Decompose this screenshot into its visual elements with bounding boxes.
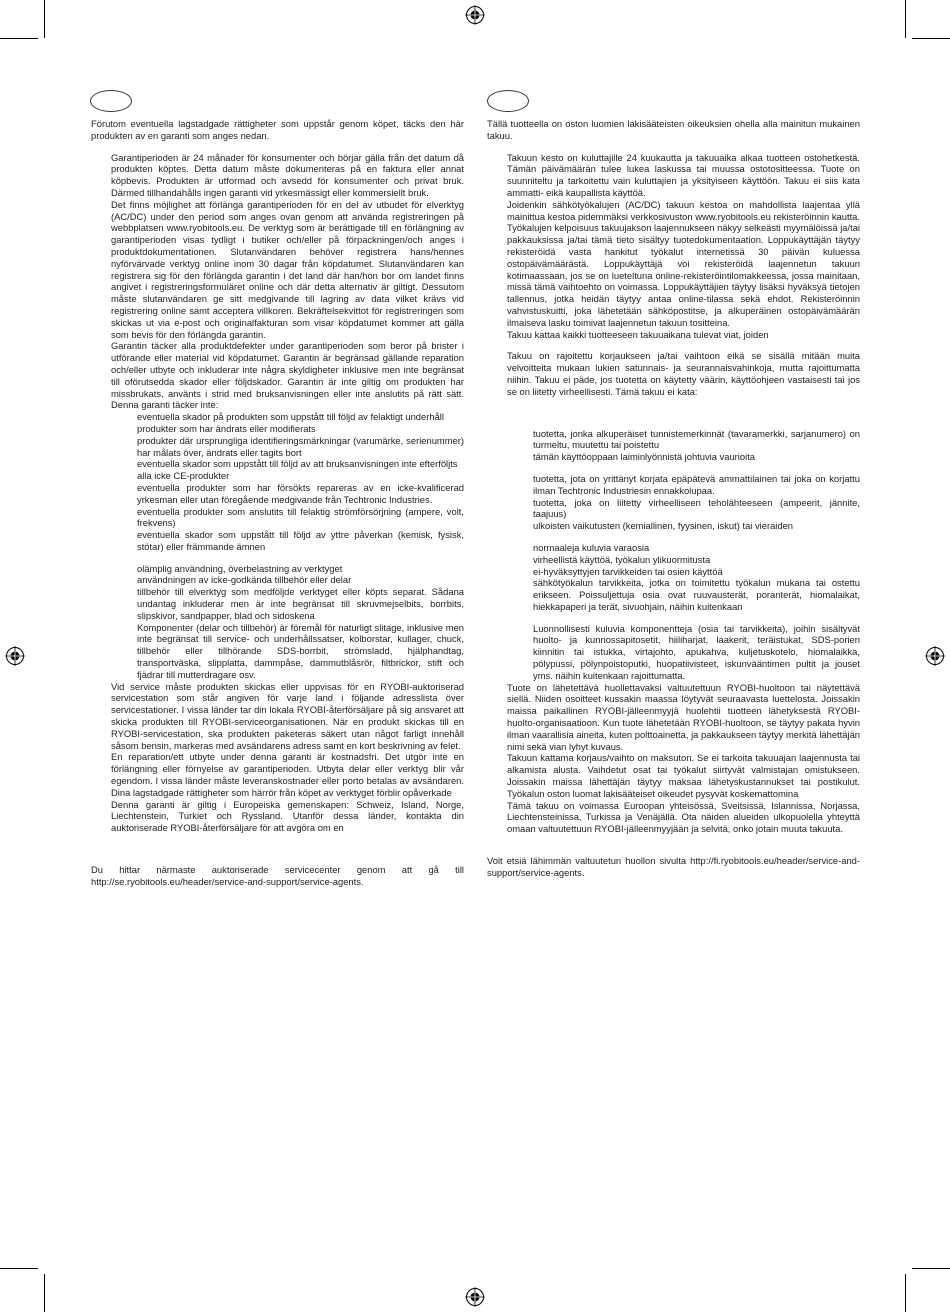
spacer xyxy=(487,463,860,473)
spacer xyxy=(487,408,860,418)
list-item: eventuella produkter som har försökts repareras av en icke-kvalificerad yrkesman eller utan föregående medgivande från Techtronic Industries. xyxy=(137,481,464,505)
spacer xyxy=(487,398,860,408)
crop-mark xyxy=(0,38,38,39)
body-paragraph: Joidenkin sähkötyökalujen (AC/DC) takuun kestoa on mahdollista laajentaa yllä mainittua kestoa pidemmäksi verkkosivuston www.ryobitools.eu rekisteröinnin kautta. Työkalujen kelpoisuus takuujakson laajennukseen näkyy selkeästi myymälöissä ja/tai pakkauksissa ja/tai tämä tieto sisältyy tuotedokumentaation. Loppukäyttäjän täytyy rekisteröidä vasta hankitut työkalut internetissä 30 päivän kuluessa ostopäivämäärästä. Loppukäyttäjä voi rekisteröidä laajennetun takuun kotimaassaan, jos se on lueteltuna online-rekisteröintilomakkeessa, jossa mainitaan, missä tämä vaihtoehto on voimassa. Loppukäyttäjien täytyy lisäksi hyväksyä tietojen tallennus, jotka heidän täytyy antaa online-tilassa sekä ehdot. Rekisteröinnin vahvistuskuitti, joka lähetetään sähköpostitse, ja alkuperäinen ostopäivämäärän ilmaiseva lasku toimivat laajennetun takuun tositteina. xyxy=(507,198,860,328)
language-badge-oval xyxy=(90,90,132,112)
body-paragraph: Vid service måste produkten skickas eller uppvisas för en RYOBI-auktoriserad servicestation som står angiven för varje land i följande adresslista över servicestationer. I vissa länder tar din lokala RYOBI-återförsäljare på sig ansvaret att skicka produkten till RYOBI-serviceorganisationen. När en produkt skickas till en RYOBI-servicestation, ska produkten paketeras säkert utan något farligt innehåll såsom bensin, markeras med avsändarens adress samt en kort beskrivning av felet. xyxy=(111,680,464,751)
list-item: eventuella produkter som anslutits till felaktig strömförsörjning (ampere, volt, frekvens) xyxy=(137,505,464,529)
body-paragraph: Tuote on lähetettävä huollettavaksi valtuutettuun RYOBI-huoltoon tai näytettävä siellä. Niiden osoitteet kussakin maassa löytyvät seuraavasta luettelosta. Joissakin maissa paikallinen RYOBI-jälleenmyyjä huolehtii tuotteen lähetyksestä RYOBI-huolto-organisaatioon. Kun tuote lähetetään RYOBI-huoltoon, se täytyy pakata hyvin ilman vaarallisia aineita, kuten polttoainetta, ja pakkaukseen täytyy merkitä lähettäjän nimi sekä vian lyhyt kuvaus. xyxy=(507,681,860,752)
list-item: olämplig användning, överbelastning av verktyget xyxy=(137,562,343,574)
language-badge-oval xyxy=(487,90,529,112)
spacer xyxy=(91,834,464,844)
intro-paragraph: Voit etsiä lähimmän valtuutetun huollon sivulta http://fi.ryobitools.eu/header/service-and-support/service-agents. xyxy=(487,855,860,878)
list-item: sähkötyökalun tarvikkeita, jotka on toimitettu työkalun mukana tai ostettu erikseen. Poissuljettuja osia ovat ruuvausterät, poranterät, hiomalaikat, hiekkapaperi ja terät, sivuohjain, näihin kuitenkaan xyxy=(533,577,860,612)
intro-paragraph: Förutom eventuella lagstadgade rättigheter som uppstår genom köpet, täcks den här produkten av en garanti som anges nedan. xyxy=(91,118,464,141)
crop-mark xyxy=(912,38,950,39)
list-item: ulkoisten vaikutusten (kemiallinen, fyysinen, iskut) tai vieraiden xyxy=(533,520,794,532)
list-item: eventuella skador som uppstått till följd av yttre påverkan (kemisk, fysisk, stötar) eller främmande ämnen xyxy=(137,529,464,552)
body-paragraph: Takuun kattama korjaus/vaihto on maksuton. Se ei tarkoita takuuajan laajennusta tai alkamista alusta. Vaihdetut osat tai työkalut siirtyvät valmistajan omistukseen. Joissakin maissa lähettäjän täytyy maksaa lähetyskustannukset tai postikulut. Työkalun oston luomat lakisääteiset oikeudet pysyvät koskemattomina xyxy=(507,752,860,799)
list-item: eventuella skador som uppstått till följd av att bruksanvisningen inte efterföljts xyxy=(137,458,458,470)
intro-paragraph: Tällä tuotteella on oston luomien lakisääteisten oikeuksien ohella alla mainitun mukainen takuu. xyxy=(487,118,860,141)
warranty-column-finnish xyxy=(487,118,860,879)
list-item: tämän käyttöoppaan laiminlyönnistä johtuvia vaurioita xyxy=(533,451,756,463)
spacer xyxy=(487,835,860,845)
warranty-column-swedish xyxy=(91,118,464,888)
crop-mark xyxy=(0,1268,38,1269)
list-item: användningen av icke-godkända tillbehör eller delar xyxy=(137,574,352,586)
body-paragraph: Takuu on rajoitettu korjaukseen ja/tai vaihtoon eikä se sisällä mitään muita velvoitteita mukaan lukien satunnais- ja seurannaisvahinkoja, mutta rajoittumatta niihin. Takuu ei päde, jos tuotetta on käytetty väärin, käyttöohjeen vastaisesti tai jos se on liitetty virheellisesti. Tämä takuu ei kata: xyxy=(507,350,860,397)
spacer xyxy=(91,854,464,864)
list-item: tillbehör till elverktyg som medföljde verktyget eller köpts separat. Sådana undantag inkluderar men är inte begränsat till skruvmejselbits, borrbits, slipskivor, sandpapper, blad och sidoskena xyxy=(137,586,464,621)
list-item: Komponenter (delar och tillbehör) är föremål för naturligt slitage, inklusive men inte begränsat till service- och underhållssatser, kolborstar, kullager, chuck, tillbehör eller tillhörande SDS-borrbit, strömsladd, hjälphandtag, transportväska, slipplatta, dammpåse, dammutblåsrör, filtbrickor, stift och fjädrar till mutterdragare osv. xyxy=(137,621,464,680)
list-item: produkter som har ändrats eller modifierats xyxy=(137,422,316,434)
list-item: ei-hyväksyttyjen tarvikkeiden tai osien käyttöä xyxy=(533,565,723,577)
spacer xyxy=(487,418,860,428)
registration-mark-icon xyxy=(5,646,25,666)
crop-mark xyxy=(905,1274,906,1312)
body-paragraph: Garantiperioden är 24 månader för konsumenter och börjar gälla från det datum då produkten köptes. Detta datum måste dokumenteras på en faktura eller annat köpbevis. Produkten är utformad och avsedd för konsumenter och privat bruk. Därmed tillhandahålls ingen garanti vid yrkesmässigt eller kommersiellt bruk. xyxy=(111,151,464,198)
spacer xyxy=(91,844,464,854)
list-item: tuotetta, jota on yrittänyt korjata epäpätevä ammattilainen tai joka on korjattu ilman Techtronic Industriesin ennakkolupaa. xyxy=(533,472,860,496)
spacer xyxy=(487,142,860,152)
list-item: produkter där ursprungliga identifieringsmärkningar (varumärke, serienummer) har målats över, ändrats eller tagits bort xyxy=(137,434,464,458)
body-paragraph: Garantin täcker alla produktdefekter under garantiperioden som beror på brister i utförande eller material vid köpdatumet. Garantin är begränsad gällande reparation och/eller utbyte och inkluderar inte några skyldigheter inklusive men inte begränsat till oförutsedda skador eller följdskador. Garantin är inte giltig om produkten har missbrukats, använts i strid med bruksanvisningen eller inte anslutits på rätt sätt. Denna garanti täcker inte: xyxy=(111,340,464,411)
spacer xyxy=(91,142,464,152)
registration-mark-icon xyxy=(925,646,945,666)
crop-mark xyxy=(912,1268,950,1269)
crop-mark xyxy=(44,1274,45,1312)
body-paragraph: Det finns möjlighet att förlänga garantiperioden för en del av utbudet för elverktyg (AC/DC) under den period som anges ovan genom att använda registreringen på webbplatsen www.ryobitools.eu. De verktyg som är berättigade till en förlängning av garantiperioden visas tydligt i butiker och/eller på förpackningen/och anges i produktdokumentationen. Slutanvändaren behöver registrera hans/hennes nyförvärvade verktyg online inom 30 dagar från köpdatumet. Slutanvändaren kan registrera sig för den förlängda garantin i det land där han/hon bor om landet finns angivet i registreringsformuläret online och där detta alternativ är giltigt. Dessutom måste slutanvändaren ge sitt medgivande till lagring av data vilket krävs vid registrering online samt acceptera villkoren. Bekräftelsekvittot för registreringen som skickas ut via e-post och originalfakturan som visar köpdatumet kommer att gälla som bevis för den förlängda garantin. xyxy=(111,198,464,340)
list-item: tuotetta, jonka alkuperäiset tunnistemerkinnät (tavaramerkki, sarjanumero) on turmeltu, muutettu tai poistettu xyxy=(533,427,860,451)
spacer xyxy=(91,553,464,563)
registration-mark-icon xyxy=(465,5,485,25)
intro-paragraph: Du hittar närmaste auktoriserade servicecenter genom att gå till http://se.ryobitools.eu/header/service-and-support/service-agents. xyxy=(91,864,464,887)
spacer xyxy=(487,613,860,623)
list-item: eventuella skador på produkten som uppstått till följd av felaktigt underhåll xyxy=(137,411,444,423)
list-item: alla icke CE-produkter xyxy=(137,470,230,482)
registration-mark-icon xyxy=(465,1287,485,1307)
spacer xyxy=(487,532,860,542)
body-paragraph: En reparation/ett utbyte under denna garanti är kostnadsfri. Det utgör inte en förlängning eller förnyelse av garantiperioden. Utbyta delar eller verktyg blir vår egendom. I vissa länder måste leveranskostnader eller porto betalas av avsändaren. Dina lagstadgade rättigheter som härrör från köpet av verktyget förblir opåverkade xyxy=(111,751,464,798)
spacer xyxy=(487,340,860,350)
body-paragraph: Takuu kattaa kaikki tuotteeseen takuuaikana tulevat viat, joiden xyxy=(507,328,769,340)
body-paragraph: Denna garanti är giltig i Europeiska gemenskapen: Schweiz, Island, Norge, Liechtenstein, Turkiet och Ryssland. Utanför dessa länder, kontakta din auktoriserade RYOBI-återförsäljare för att avgöra om en xyxy=(111,798,464,834)
list-item: Luonnollisesti kuluvia komponentteja (osia tai tarvikkeita), joihin sisältyvät huolto- ja kunnossapitosetit, hiiliharjat, laakerit, teräistukat, SDS-porien kiinnitin tai istukka, virtajohto, apukahva, kuljetuskotelo, hiomalaikka, pölypussi, pölynpoistoputki, huopatiivisteet, iskunvääntimen pultit ja jouset yms. näihin kuitenkaan rajoittumatta. xyxy=(533,622,860,681)
list-item: tuotetta, joka on liitetty virheelliseen teholähteeseen (ampeerit, jännite, taajuus) xyxy=(533,496,860,520)
crop-mark xyxy=(44,0,45,38)
list-item: virheellistä käyttöä, työkalun ylikuormitusta xyxy=(533,553,711,565)
spacer xyxy=(487,845,860,855)
body-paragraph: Tämä takuu on voimassa Euroopan yhteisössä, Sveitsissä, Islannissa, Norjassa, Liechtensteinissa, Turkissa ja Venäjällä. Ota näiden alueiden ulkopuolella yhteyttä omaan valtuutettuun RYOBI-jälleenmyyjään ja selvitä, onko jotain muuta takuuta. xyxy=(507,799,860,835)
crop-mark xyxy=(905,0,906,38)
body-paragraph: Takuun kesto on kuluttajille 24 kuukautta ja takuuaika alkaa tuotteen ostohetkestä. Tämän päivämäärän tulee lukea laskussa tai muussa ostotositteessa. Tuote on suunniteltu ja tarkoitettu vain kuluttajien ja yksityiseen käyttöön. Takuu ei siis kata ammatti- eikä kaupallista käyttöä. xyxy=(507,151,860,198)
list-item: normaaleja kuluvia varaosia xyxy=(533,541,650,553)
